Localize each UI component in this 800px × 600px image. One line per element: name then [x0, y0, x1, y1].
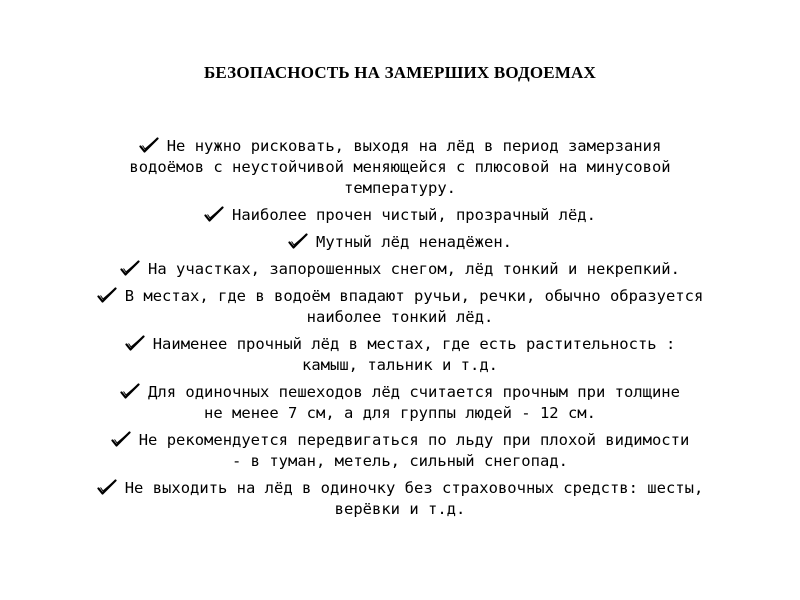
list-item [40, 430, 760, 472]
safety-rules-list [40, 136, 760, 526]
list-item [40, 136, 760, 199]
checkmark-icon [288, 233, 308, 249]
list-item-line: Наименее прочный лёд в местах, где есть растительность : [152, 335, 676, 353]
checkmark-icon [125, 335, 145, 351]
list-item [40, 334, 760, 376]
list-item-line: температуру. [344, 179, 456, 197]
list-item-line: наиболее тонкий лёд. [306, 308, 494, 326]
checkmark-icon [97, 479, 117, 495]
list-item-line: В местах, где в водоём впадают ручьи, речки, обычно образуется [124, 287, 704, 305]
list-item [40, 478, 760, 520]
list-item [40, 382, 760, 424]
list-item [40, 205, 760, 226]
list-item-line: Не рекомендуется передвигаться по льду при плохой видимости [138, 431, 690, 449]
list-item [40, 286, 760, 328]
checkmark-icon [204, 206, 224, 222]
list-item-line: не менее 7 см, а для группы людей - 12 см. [204, 404, 596, 422]
list-item [40, 259, 760, 280]
list-item-line: Не выходить на лёд в одиночку без страховочных средств: шесты, [124, 479, 704, 497]
checkmark-icon [120, 260, 140, 276]
list-item-line: камыш, тальник и т.д. [302, 356, 498, 374]
list-item-line: Не нужно рисковать, выходя на лёд в период замерзания [166, 137, 662, 155]
checkmark-icon [120, 383, 140, 399]
page-title: БЕЗОПАСНОСТЬ НА ЗАМЕРШИХ ВОДОЕМАХ [203, 63, 597, 82]
list-item-line: Для одиночных пешеходов лёд считается прочным при толщине [148, 383, 680, 401]
list-item-line: На участках, запорошенных снегом, лёд тонкий и некрепкий. [148, 260, 680, 278]
list-item-line: Наиболее прочен чистый, прозрачный лёд. [232, 206, 596, 224]
list-item [40, 232, 760, 253]
checkmark-icon [97, 287, 117, 303]
list-item-line: водоёмов с неустойчивой меняющейся с плюсовой на минусовой [129, 158, 671, 176]
list-item-line: верёвки и т.д. [334, 500, 466, 518]
checkmark-icon [111, 431, 131, 447]
checkmark-icon [139, 137, 159, 153]
list-item-line: - в туман, метель, сильный снегопад. [232, 452, 568, 470]
list-item-line: Мутный лёд ненадёжен. [316, 233, 512, 251]
